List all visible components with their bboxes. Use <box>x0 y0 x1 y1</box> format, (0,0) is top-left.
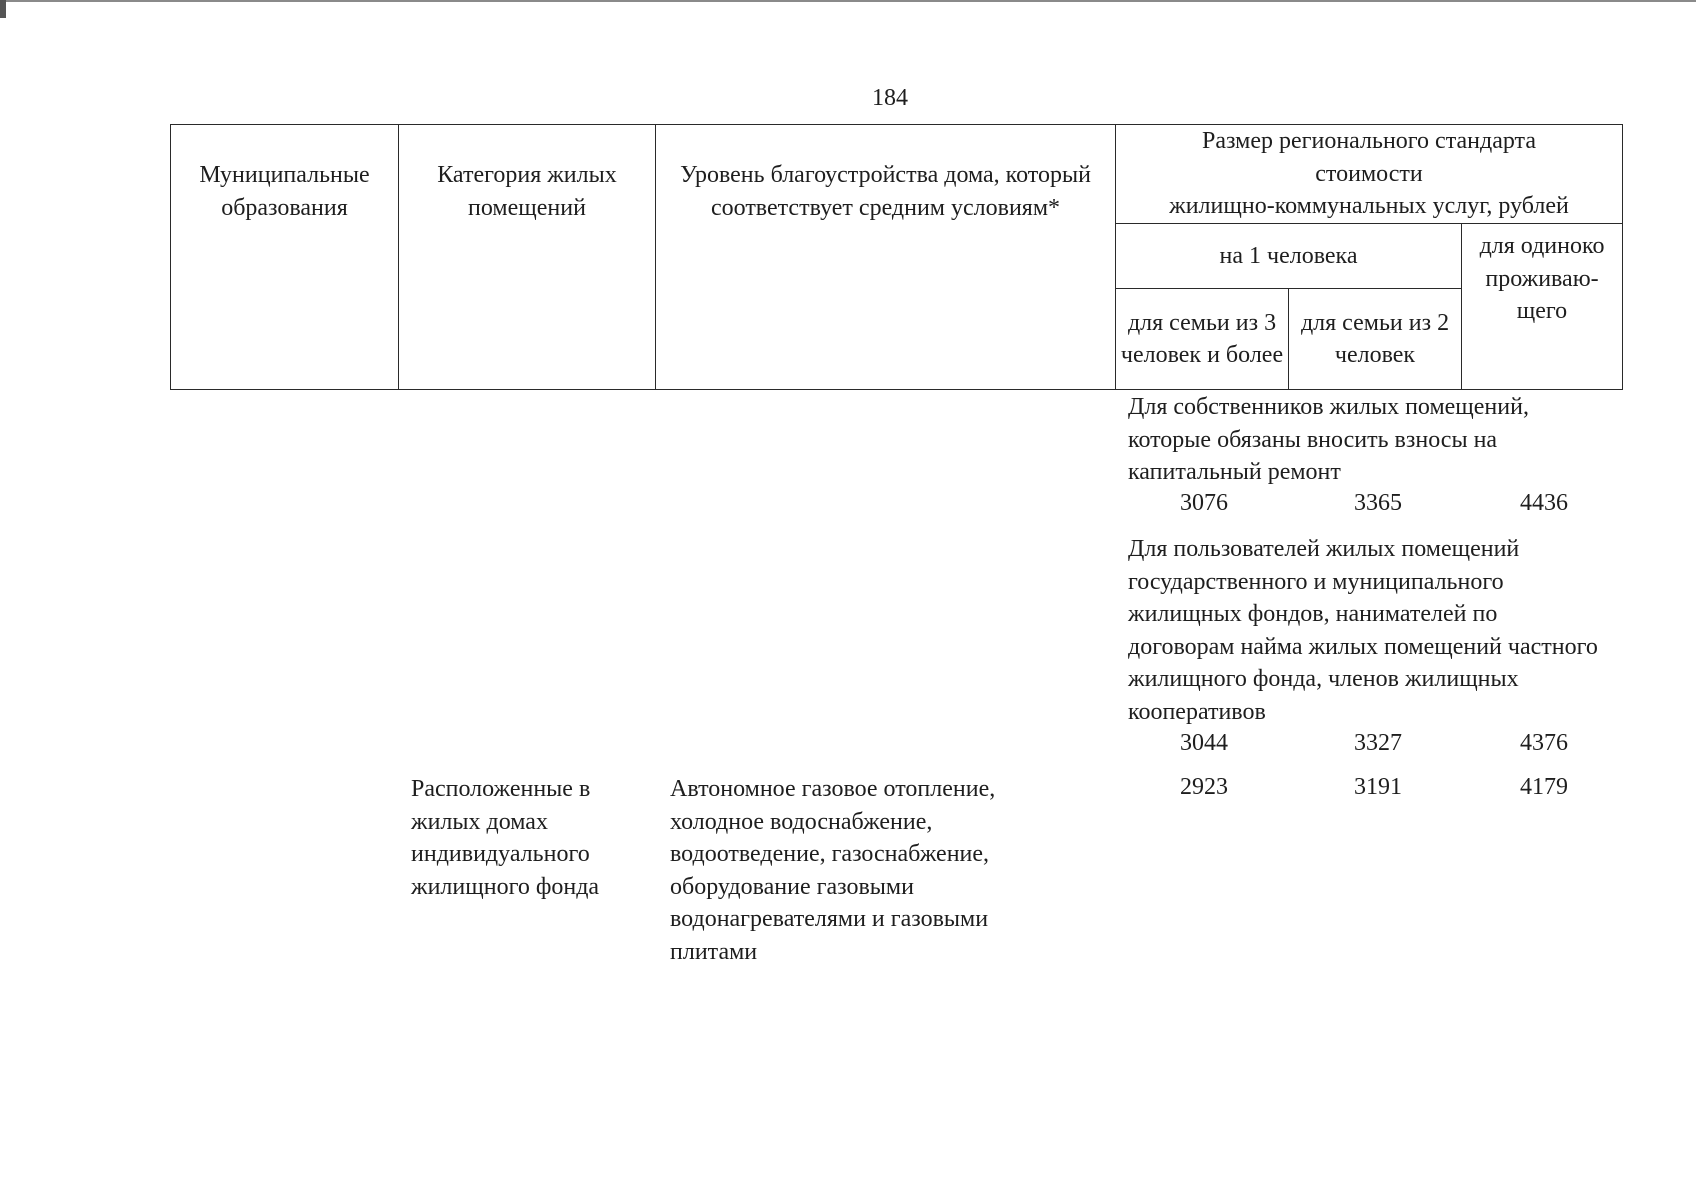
section-owners-value-family2: 3365 <box>1354 490 1402 516</box>
page-number: 184 <box>872 85 908 111</box>
section-owners-value-single: 4436 <box>1520 490 1568 516</box>
header-standard-label-line2: жилищно-коммунальных услуг, рублей <box>1169 193 1569 219</box>
section-owners-label: Для собственников жилых помещений, которые обязаны вносить взносы на капитальный ремонт <box>1128 394 1529 485</box>
row-level: Автономное газовое отопление, холодное водоснабжение, водоотведение, газоснабжение, оборудование газовыми водонагревателями и газовыми плитами <box>670 776 996 965</box>
header-level-label-line1: Уровень благоустройства дома, который <box>680 162 1091 188</box>
section-users-label: Для пользователей жилых помещений государственного и муниципального жилищных фондов, нанимателей по договорам найма жилых помещений частного жилищного фонда, членов жилищных кооперативов <box>1128 536 1598 725</box>
header-standard <box>1116 125 1623 224</box>
header-single-label: для одиноко проживаю-щего <box>1479 233 1605 324</box>
header-family-2-label: для семьи из 2 человек <box>1300 309 1450 368</box>
header-category-label: Категория жилых помещений <box>437 162 617 221</box>
header-single <box>1462 224 1623 390</box>
scan-corner-mark <box>0 0 6 18</box>
header-standard-label-line1: Размер регионального стандарта стоимости <box>1202 128 1536 187</box>
header-municipal-label: Муниципальные образования <box>199 162 370 221</box>
section-owners-value-family3: 3076 <box>1180 490 1228 516</box>
section-users-value-family3: 3044 <box>1180 730 1228 756</box>
header-level <box>656 125 1116 390</box>
header-family-3-label: для семьи из 3 человек и более <box>1120 309 1284 368</box>
row-category: Расположенные в жилых домах индивидуального жилищного фонда <box>411 776 600 900</box>
header-family-3 <box>1116 289 1289 390</box>
header-level-label-line2: соответствует средним условиям* <box>710 194 1061 221</box>
header-table <box>170 124 1623 390</box>
row-value-family2: 3191 <box>1354 774 1402 800</box>
row-value-single: 4179 <box>1520 774 1568 800</box>
section-users-value-family2: 3327 <box>1354 730 1402 756</box>
header-category <box>399 125 656 390</box>
header-per-person <box>1116 224 1462 289</box>
row-value-family3: 2923 <box>1180 774 1228 800</box>
header-per-person-label: на 1 человека <box>1219 242 1358 269</box>
scan-edge-line <box>0 0 1696 6</box>
section-users-value-single: 4376 <box>1520 730 1568 756</box>
header-municipal <box>171 125 399 390</box>
header-family-2 <box>1289 289 1462 390</box>
